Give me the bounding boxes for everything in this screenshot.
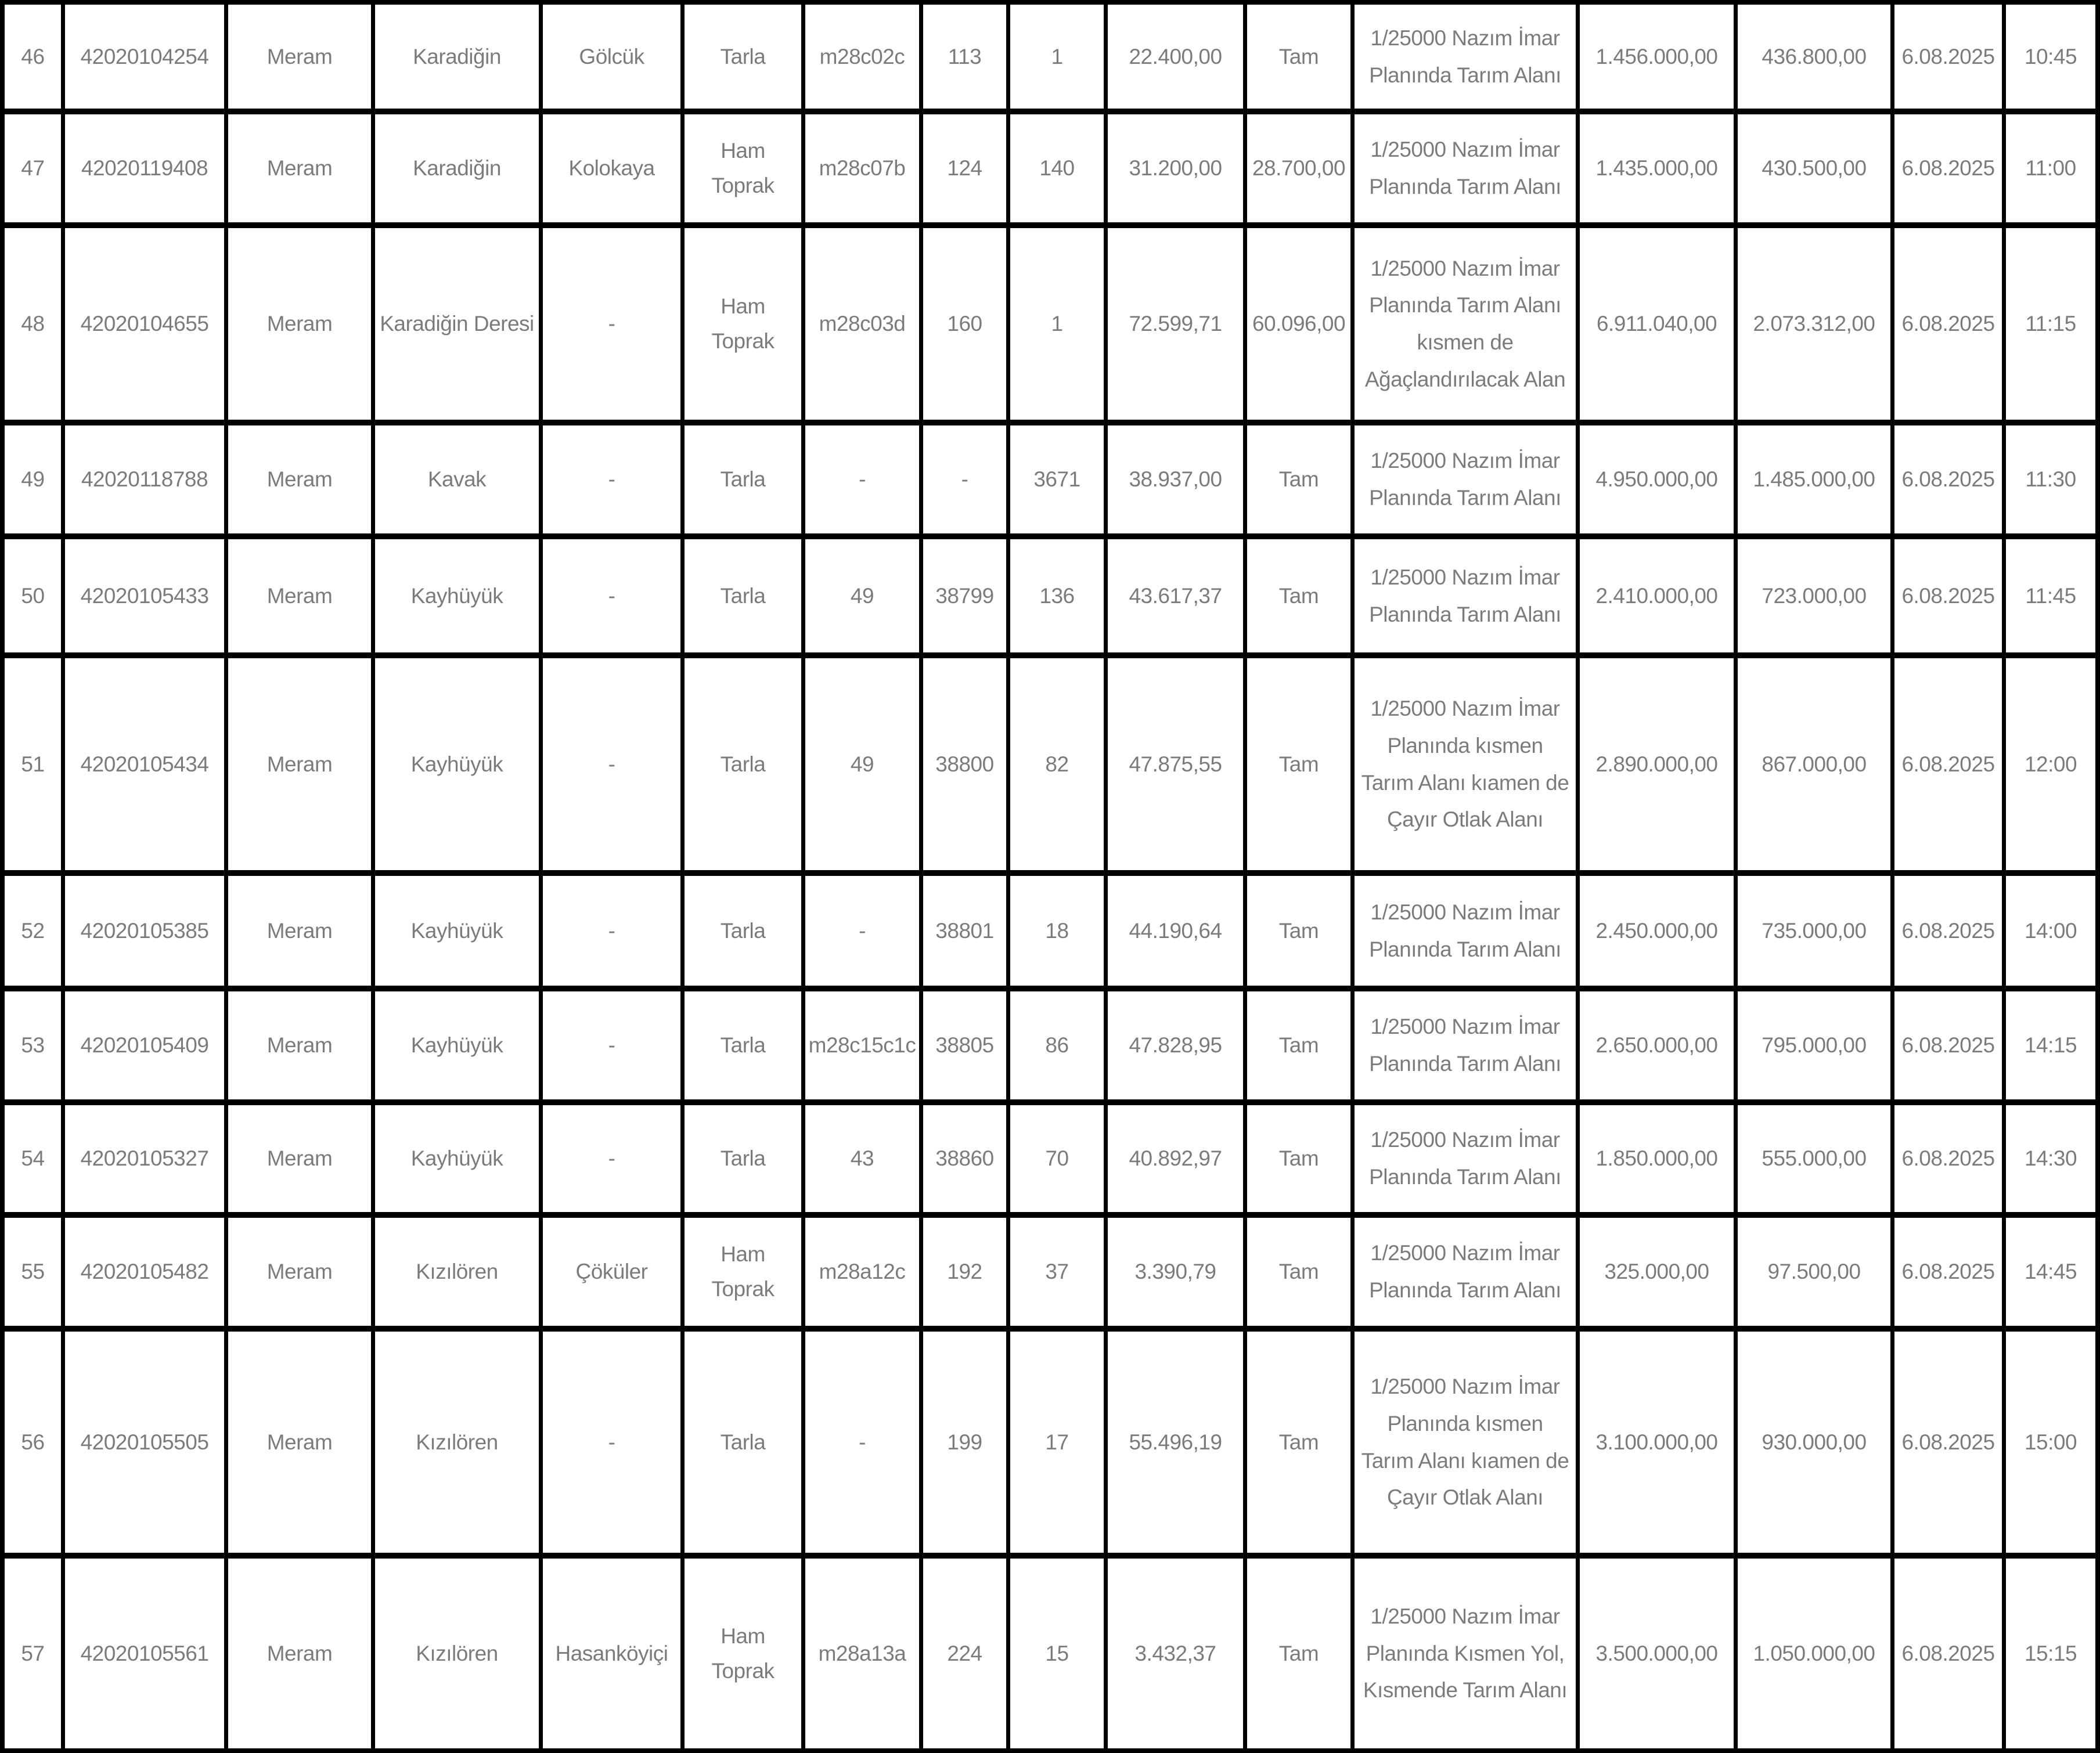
cell-land-type: Tarla xyxy=(685,425,801,533)
cell-land-type: Ham Toprak xyxy=(685,1559,801,1748)
cell-block-number: 38799 xyxy=(923,539,1006,652)
cell-zoning-status: 1/25000 Nazım İmar Planında Kısmen Yol, Kısmende Tarım Alanı xyxy=(1355,1559,1576,1748)
cell-auction-date: 6.08.2025 xyxy=(1894,658,2002,870)
cell-file-number: 42020105327 xyxy=(65,1105,224,1212)
cell-deposit: 1.485.000,00 xyxy=(1738,425,1890,533)
cell-file-number: 42020105433 xyxy=(65,539,224,652)
cell-locality: Gölcük xyxy=(543,5,680,109)
cell-file-number: 42020105561 xyxy=(65,1559,224,1748)
cell-block-number: 38805 xyxy=(923,991,1006,1099)
cell-block-number: 199 xyxy=(923,1332,1006,1553)
cell-share: Tam xyxy=(1247,425,1350,533)
cell-land-type: Ham Toprak xyxy=(685,114,801,222)
cell-estimated-value: 1.456.000,00 xyxy=(1580,5,1734,109)
cell-sheet-number: m28a13a xyxy=(805,1559,919,1748)
cell-locality: - xyxy=(543,1332,680,1553)
cell-file-number: 42020105434 xyxy=(65,658,224,870)
cell-row-number: 48 xyxy=(5,228,61,420)
cell-district: Meram xyxy=(228,1332,371,1553)
cell-parcel-number: 15 xyxy=(1010,1559,1104,1748)
cell-parcel-number: 86 xyxy=(1010,991,1104,1099)
cell-area-m2: 22.400,00 xyxy=(1108,5,1243,109)
cell-auction-date: 6.08.2025 xyxy=(1894,114,2002,222)
cell-district: Meram xyxy=(228,1559,371,1748)
cell-auction-date: 6.08.2025 xyxy=(1894,539,2002,652)
cell-estimated-value: 4.950.000,00 xyxy=(1580,425,1734,533)
cell-district: Meram xyxy=(228,114,371,222)
cell-estimated-value: 1.850.000,00 xyxy=(1580,1105,1734,1212)
cell-deposit: 735.000,00 xyxy=(1738,876,1890,986)
cell-auction-date: 6.08.2025 xyxy=(1894,1332,2002,1553)
cell-auction-date: 6.08.2025 xyxy=(1894,228,2002,420)
cell-district: Meram xyxy=(228,1105,371,1212)
cell-locality: Çöküler xyxy=(543,1218,680,1326)
cell-share: 60.096,00 xyxy=(1247,228,1350,420)
cell-estimated-value: 2.410.000,00 xyxy=(1580,539,1734,652)
cell-land-type: Tarla xyxy=(685,991,801,1099)
cell-sheet-number: 43 xyxy=(805,1105,919,1212)
cell-district: Meram xyxy=(228,425,371,533)
cell-area-m2: 31.200,00 xyxy=(1108,114,1243,222)
cell-zoning-status: 1/25000 Nazım İmar Planında Tarım Alanı xyxy=(1355,425,1576,533)
cell-zoning-status: 1/25000 Nazım İmar Planında Tarım Alanı xyxy=(1355,1218,1576,1326)
cell-parcel-number: 70 xyxy=(1010,1105,1104,1212)
cell-auction-time: 12:00 xyxy=(2006,658,2095,870)
cell-row-number: 52 xyxy=(5,876,61,986)
cell-sheet-number: m28a12c xyxy=(805,1218,919,1326)
cell-auction-time: 14:15 xyxy=(2006,991,2095,1099)
cell-zoning-status: 1/25000 Nazım İmar Planında Tarım Alanı kısmen de Ağaçlandırılacak Alan xyxy=(1355,228,1576,420)
cell-land-type: Tarla xyxy=(685,1332,801,1553)
cell-auction-date: 6.08.2025 xyxy=(1894,1559,2002,1748)
cell-share: Tam xyxy=(1247,1218,1350,1326)
cell-land-type: Tarla xyxy=(685,5,801,109)
cell-zoning-status: 1/25000 Nazım İmar Planında Tarım Alanı xyxy=(1355,991,1576,1099)
cell-sheet-number: - xyxy=(805,876,919,986)
cell-estimated-value: 2.650.000,00 xyxy=(1580,991,1734,1099)
cell-zoning-status: 1/25000 Nazım İmar Planında kısmen Tarım Alanı kıamen de Çayır Otlak Alanı xyxy=(1355,658,1576,870)
cell-deposit: 97.500,00 xyxy=(1738,1218,1890,1326)
cell-locality: - xyxy=(543,425,680,533)
cell-sheet-number: m28c07b xyxy=(805,114,919,222)
cell-land-type: Tarla xyxy=(685,876,801,986)
cell-row-number: 47 xyxy=(5,114,61,222)
cell-sheet-number: - xyxy=(805,425,919,533)
cell-neighborhood: Kayhüyük xyxy=(375,658,539,870)
cell-locality: - xyxy=(543,876,680,986)
cell-sheet-number: - xyxy=(805,1332,919,1553)
cell-share: 28.700,00 xyxy=(1247,114,1350,222)
cell-zoning-status: 1/25000 Nazım İmar Planında Tarım Alanı xyxy=(1355,876,1576,986)
cell-auction-time: 14:00 xyxy=(2006,876,2095,986)
cell-deposit: 555.000,00 xyxy=(1738,1105,1890,1212)
cell-sheet-number: m28c15c1c xyxy=(805,991,919,1099)
cell-deposit: 436.800,00 xyxy=(1738,5,1890,109)
cell-area-m2: 44.190,64 xyxy=(1108,876,1243,986)
cell-auction-time: 10:45 xyxy=(2006,5,2095,109)
cell-auction-date: 6.08.2025 xyxy=(1894,1105,2002,1212)
cell-parcel-number: 1 xyxy=(1010,228,1104,420)
cell-area-m2: 3.390,79 xyxy=(1108,1218,1243,1326)
cell-neighborhood: Kavak xyxy=(375,425,539,533)
cell-sheet-number: m28c03d xyxy=(805,228,919,420)
cell-neighborhood: Kızılören xyxy=(375,1218,539,1326)
cell-area-m2: 55.496,19 xyxy=(1108,1332,1243,1553)
cell-deposit: 723.000,00 xyxy=(1738,539,1890,652)
cell-row-number: 49 xyxy=(5,425,61,533)
cell-row-number: 57 xyxy=(5,1559,61,1748)
cell-row-number: 53 xyxy=(5,991,61,1099)
cell-zoning-status: 1/25000 Nazım İmar Planında Tarım Alanı xyxy=(1355,1105,1576,1212)
cell-district: Meram xyxy=(228,658,371,870)
cell-auction-time: 11:30 xyxy=(2006,425,2095,533)
cell-file-number: 42020104254 xyxy=(65,5,224,109)
cell-area-m2: 38.937,00 xyxy=(1108,425,1243,533)
cell-block-number: 160 xyxy=(923,228,1006,420)
cell-sheet-number: m28c02c xyxy=(805,5,919,109)
cell-locality: - xyxy=(543,539,680,652)
cell-district: Meram xyxy=(228,539,371,652)
cell-row-number: 51 xyxy=(5,658,61,870)
cell-file-number: 42020105409 xyxy=(65,991,224,1099)
cell-parcel-number: 140 xyxy=(1010,114,1104,222)
cell-auction-time: 15:00 xyxy=(2006,1332,2095,1553)
cell-share: Tam xyxy=(1247,991,1350,1099)
cell-file-number: 42020119408 xyxy=(65,114,224,222)
cell-district: Meram xyxy=(228,1218,371,1326)
cell-estimated-value: 3.100.000,00 xyxy=(1580,1332,1734,1553)
cell-share: Tam xyxy=(1247,658,1350,870)
cell-parcel-number: 17 xyxy=(1010,1332,1104,1553)
cell-share: Tam xyxy=(1247,876,1350,986)
cell-land-type: Tarla xyxy=(685,1105,801,1212)
cell-deposit: 430.500,00 xyxy=(1738,114,1890,222)
cell-file-number: 42020105505 xyxy=(65,1332,224,1553)
cell-share: Tam xyxy=(1247,1105,1350,1212)
cell-parcel-number: 82 xyxy=(1010,658,1104,870)
cell-row-number: 56 xyxy=(5,1332,61,1553)
cell-estimated-value: 2.450.000,00 xyxy=(1580,876,1734,986)
cell-block-number: 224 xyxy=(923,1559,1006,1748)
cell-neighborhood: Kayhüyük xyxy=(375,991,539,1099)
cell-estimated-value: 2.890.000,00 xyxy=(1580,658,1734,870)
cell-neighborhood: Kızılören xyxy=(375,1559,539,1748)
cell-neighborhood: Kayhüyük xyxy=(375,876,539,986)
cell-row-number: 55 xyxy=(5,1218,61,1326)
cell-neighborhood: Karadiğin xyxy=(375,5,539,109)
cell-auction-date: 6.08.2025 xyxy=(1894,876,2002,986)
cell-locality: - xyxy=(543,991,680,1099)
cell-locality: - xyxy=(543,658,680,870)
cell-estimated-value: 6.911.040,00 xyxy=(1580,228,1734,420)
cell-area-m2: 47.875,55 xyxy=(1108,658,1243,870)
cell-share: Tam xyxy=(1247,1559,1350,1748)
cell-auction-date: 6.08.2025 xyxy=(1894,425,2002,533)
cell-neighborhood: Karadiğin Deresi xyxy=(375,228,539,420)
cell-file-number: 42020105482 xyxy=(65,1218,224,1326)
cell-zoning-status: 1/25000 Nazım İmar Planında Tarım Alanı xyxy=(1355,114,1576,222)
cell-file-number: 42020118788 xyxy=(65,425,224,533)
cell-locality: - xyxy=(543,228,680,420)
cell-block-number: - xyxy=(923,425,1006,533)
cell-neighborhood: Kızılören xyxy=(375,1332,539,1553)
cell-auction-date: 6.08.2025 xyxy=(1894,1218,2002,1326)
cell-area-m2: 3.432,37 xyxy=(1108,1559,1243,1748)
cell-auction-date: 6.08.2025 xyxy=(1894,5,2002,109)
cell-auction-date: 6.08.2025 xyxy=(1894,991,2002,1099)
cell-parcel-number: 1 xyxy=(1010,5,1104,109)
cell-estimated-value: 325.000,00 xyxy=(1580,1218,1734,1326)
cell-file-number: 42020105385 xyxy=(65,876,224,986)
cell-land-type: Ham Toprak xyxy=(685,1218,801,1326)
cell-share: Tam xyxy=(1247,5,1350,109)
cell-block-number: 192 xyxy=(923,1218,1006,1326)
cell-locality: Hasanköyiçi xyxy=(543,1559,680,1748)
cell-area-m2: 43.617,37 xyxy=(1108,539,1243,652)
cell-land-type: Tarla xyxy=(685,539,801,652)
cell-neighborhood: Kayhüyük xyxy=(375,539,539,652)
cell-parcel-number: 18 xyxy=(1010,876,1104,986)
cell-neighborhood: Kayhüyük xyxy=(375,1105,539,1212)
cell-district: Meram xyxy=(228,228,371,420)
cell-block-number: 38860 xyxy=(923,1105,1006,1212)
cell-auction-time: 15:15 xyxy=(2006,1559,2095,1748)
cell-district: Meram xyxy=(228,991,371,1099)
cell-row-number: 54 xyxy=(5,1105,61,1212)
cell-file-number: 42020104655 xyxy=(65,228,224,420)
cell-deposit: 867.000,00 xyxy=(1738,658,1890,870)
cell-area-m2: 40.892,97 xyxy=(1108,1105,1243,1212)
cell-sheet-number: 49 xyxy=(805,658,919,870)
cell-auction-time: 14:45 xyxy=(2006,1218,2095,1326)
cell-land-type: Ham Toprak xyxy=(685,228,801,420)
cell-auction-time: 11:45 xyxy=(2006,539,2095,652)
cell-share: Tam xyxy=(1247,1332,1350,1553)
cell-estimated-value: 3.500.000,00 xyxy=(1580,1559,1734,1748)
cell-parcel-number: 3671 xyxy=(1010,425,1104,533)
cell-land-type: Tarla xyxy=(685,658,801,870)
cell-district: Meram xyxy=(228,876,371,986)
cell-deposit: 930.000,00 xyxy=(1738,1332,1890,1553)
cell-neighborhood: Karadiğin xyxy=(375,114,539,222)
cell-zoning-status: 1/25000 Nazım İmar Planında Tarım Alanı xyxy=(1355,539,1576,652)
cell-deposit: 1.050.000,00 xyxy=(1738,1559,1890,1748)
cell-area-m2: 47.828,95 xyxy=(1108,991,1243,1099)
cell-deposit: 795.000,00 xyxy=(1738,991,1890,1099)
cell-auction-time: 11:15 xyxy=(2006,228,2095,420)
cell-locality: - xyxy=(543,1105,680,1212)
cell-block-number: 38800 xyxy=(923,658,1006,870)
cell-share: Tam xyxy=(1247,539,1350,652)
cell-row-number: 46 xyxy=(5,5,61,109)
cell-parcel-number: 136 xyxy=(1010,539,1104,652)
cell-block-number: 113 xyxy=(923,5,1006,109)
cell-zoning-status: 1/25000 Nazım İmar Planında Tarım Alanı xyxy=(1355,5,1576,109)
cell-block-number: 124 xyxy=(923,114,1006,222)
cell-parcel-number: 37 xyxy=(1010,1218,1104,1326)
cell-sheet-number: 49 xyxy=(805,539,919,652)
cell-deposit: 2.073.312,00 xyxy=(1738,228,1890,420)
cell-locality: Kolokaya xyxy=(543,114,680,222)
cell-auction-time: 11:00 xyxy=(2006,114,2095,222)
cell-block-number: 38801 xyxy=(923,876,1006,986)
cell-estimated-value: 1.435.000,00 xyxy=(1580,114,1734,222)
cell-zoning-status: 1/25000 Nazım İmar Planında kısmen Tarım Alanı kıamen de Çayır Otlak Alanı xyxy=(1355,1332,1576,1553)
cell-auction-time: 14:30 xyxy=(2006,1105,2095,1212)
cell-district: Meram xyxy=(228,5,371,109)
cell-area-m2: 72.599,71 xyxy=(1108,228,1243,420)
cell-row-number: 50 xyxy=(5,539,61,652)
